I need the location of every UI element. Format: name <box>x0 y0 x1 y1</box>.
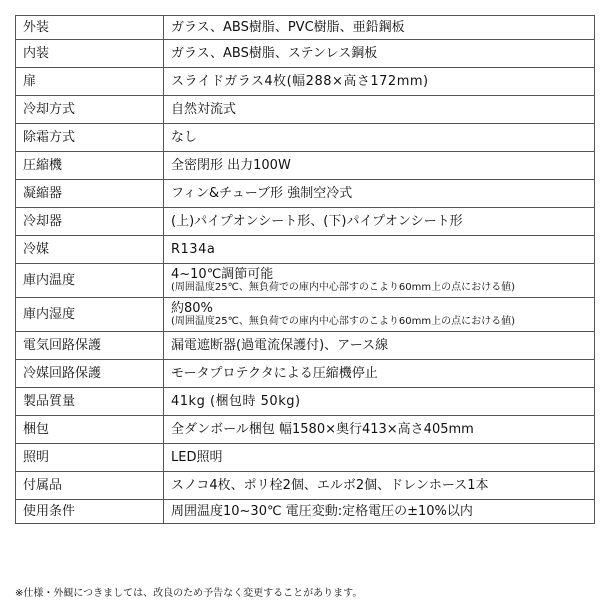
spec-label: 扉 <box>16 68 164 96</box>
spec-note: (周囲温度25℃、無負荷での庫内中心部すのこより60mm上の点における値) <box>171 316 515 327</box>
spec-value-cell <box>164 264 595 298</box>
spec-label: 外装 <box>16 16 164 40</box>
spec-row <box>16 180 595 208</box>
spec-row <box>16 68 595 96</box>
spec-label: 庫内湿度 <box>16 298 164 332</box>
spec-row <box>16 416 595 444</box>
spec-label: 冷媒 <box>16 236 164 264</box>
spec-label: 使用条件 <box>16 500 164 524</box>
spec-label: 冷媒回路保護 <box>16 360 164 388</box>
spec-value: (上)パイプオンシート形、(下)パイプオンシート形 <box>164 208 595 236</box>
spec-row <box>16 16 595 40</box>
spec-value: 全密閉形 出力100W <box>164 152 595 180</box>
spec-row <box>16 298 595 332</box>
spec-label: 付属品 <box>16 472 164 500</box>
spec-value: R134a <box>164 236 595 264</box>
spec-label: 冷却器 <box>16 208 164 236</box>
spec-value: 全ダンボール梱包 幅1580×奥行413×高さ405mm <box>164 416 595 444</box>
spec-label: 電気回路保護 <box>16 332 164 360</box>
footnote: ※仕様・外観につきましては、改良のため予告なく変更することがあります。 <box>15 588 363 599</box>
spec-row <box>16 124 595 152</box>
spec-value: モータプロテクタによる圧縮機停止 <box>164 360 595 388</box>
spec-row <box>16 236 595 264</box>
spec-row <box>16 152 595 180</box>
spec-row <box>16 96 595 124</box>
spec-row <box>16 472 595 500</box>
spec-label: 内装 <box>16 40 164 68</box>
spec-value: LED照明 <box>164 444 595 472</box>
spec-value-cell <box>164 298 595 332</box>
spec-value: 約80% <box>171 301 213 316</box>
spec-label: 庫内温度 <box>16 264 164 298</box>
spec-value: なし <box>164 124 595 152</box>
spec-label: 除霜方式 <box>16 124 164 152</box>
spec-row <box>16 500 595 524</box>
spec-label: 圧縮機 <box>16 152 164 180</box>
spec-row <box>16 40 595 68</box>
spec-row <box>16 332 595 360</box>
spec-label: 冷却方式 <box>16 96 164 124</box>
spec-row <box>16 360 595 388</box>
spec-value: スライドガラス4枚(幅288×高さ172mm) <box>164 68 595 96</box>
spec-value: 周囲温度10~30℃ 電圧変動:定格電圧の±10%以内 <box>164 500 595 524</box>
spec-table <box>15 15 595 524</box>
spec-row <box>16 388 595 416</box>
spec-value: 漏電遮断器(過電流保護付)、アース線 <box>164 332 595 360</box>
spec-row <box>16 208 595 236</box>
spec-label: 梱包 <box>16 416 164 444</box>
spec-value: 4~10℃調節可能 <box>171 267 274 282</box>
spec-label: 製品質量 <box>16 388 164 416</box>
spec-value: ガラス、ABS樹脂、ステンレス鋼板 <box>164 40 595 68</box>
spec-note: (周囲温度25℃、無負荷での庫内中心部すのこより60mm上の点における値) <box>171 282 515 293</box>
spec-value: スノコ4枚、ポリ栓2個、エルボ2個、ドレンホース1本 <box>164 472 595 500</box>
spec-value: ガラス、ABS樹脂、PVC樹脂、亜鉛鋼板 <box>164 16 595 40</box>
spec-value: 自然対流式 <box>164 96 595 124</box>
spec-value: フィン&チューブ形 強制空冷式 <box>164 180 595 208</box>
spec-label: 凝縮器 <box>16 180 164 208</box>
spec-row <box>16 264 595 298</box>
spec-label: 照明 <box>16 444 164 472</box>
spec-row <box>16 444 595 472</box>
spec-value: 41kg (梱包時 50kg) <box>164 388 595 416</box>
